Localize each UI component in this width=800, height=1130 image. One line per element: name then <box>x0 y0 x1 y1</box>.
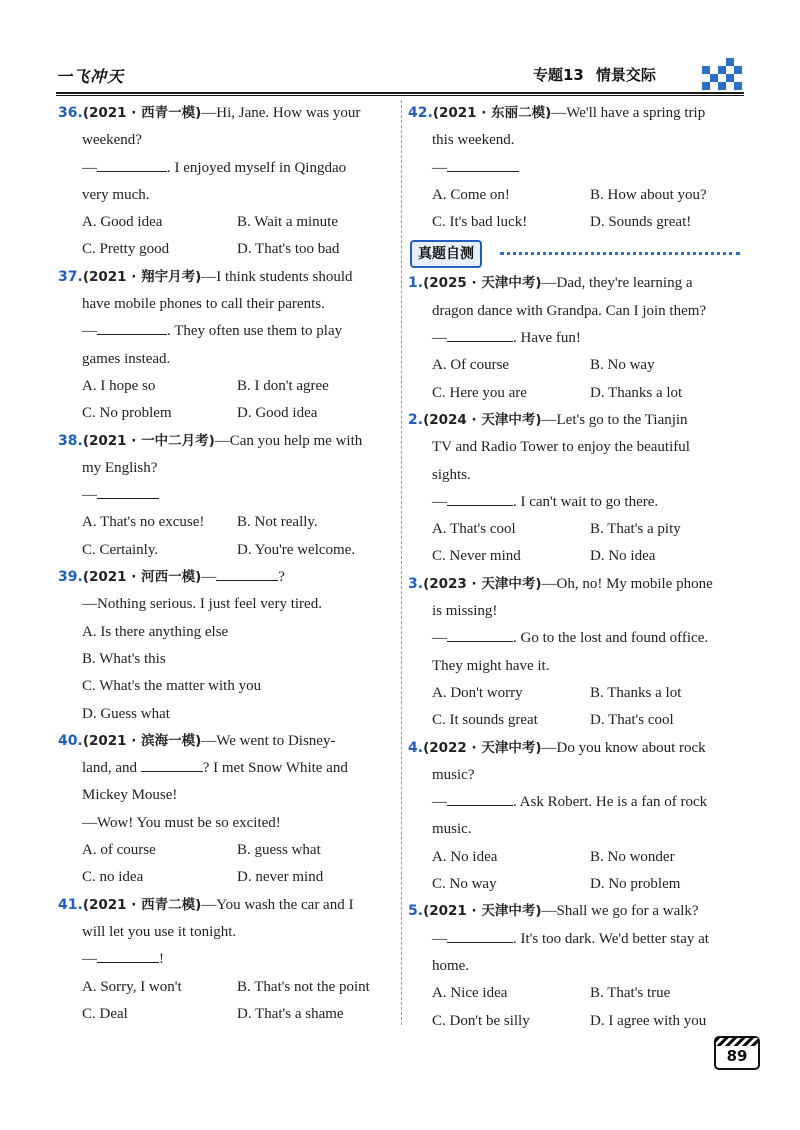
question-number: 1. <box>408 275 424 292</box>
option-c: C. Don't be silly <box>432 1012 530 1029</box>
answer-blank <box>97 155 167 172</box>
page-number-stripes <box>716 1038 758 1046</box>
option-a: A. Don't worry <box>432 684 523 701</box>
question-text: very much. <box>82 186 150 203</box>
option-d: D. Guess what <box>82 705 170 722</box>
option-d: D. That's cool <box>590 712 674 729</box>
option-c: C. Pretty good <box>82 241 170 258</box>
topic-name: 情景交际 <box>595 66 656 84</box>
option-d: D. That's a shame <box>237 1005 344 1022</box>
option-a: A. Good idea <box>82 214 163 231</box>
option-b: B. No wonder <box>590 848 675 865</box>
question-1 <box>408 270 744 406</box>
option-c: C. No way <box>432 876 497 893</box>
reply-line: — . I enjoyed myself in Qingdao <box>58 155 396 182</box>
option-row <box>58 974 396 1001</box>
option-row <box>408 1008 744 1035</box>
answer-blank <box>97 318 167 335</box>
option-b: B. Wait a minute <box>237 214 339 231</box>
right-column <box>408 100 744 1035</box>
question-prompt: —We'll have a spring trip <box>551 105 706 121</box>
question-text: TV and Radio Tower to enjoy the beautiful <box>432 439 690 456</box>
option-b: B. I don't agree <box>237 377 329 394</box>
reply-line: — <box>58 482 396 509</box>
question-39: 39.(2021 · 河西一模)— ? —Nothing serious. I just feel very tired. A. Is there anything else B. What's this C. What's the matter with you D. Guess what <box>58 564 396 728</box>
question-source: (2021 · 翔宇月考) <box>82 268 202 285</box>
section-dotted-rule <box>500 252 740 255</box>
question-text: will let you use it tonight. <box>82 923 237 940</box>
option-c: C. Deal <box>82 1005 128 1022</box>
option-row <box>58 837 396 864</box>
question-source: (2021 · 一中二月考) <box>82 432 215 449</box>
option-a: A. Is there anything else <box>82 623 229 640</box>
option-a: A. Come on! <box>432 186 510 203</box>
question-38 <box>58 428 396 564</box>
question-text: this weekend. <box>432 132 515 149</box>
question-40 <box>58 728 396 892</box>
option-b: B. That's true <box>590 985 671 1002</box>
answer-blank <box>447 926 513 943</box>
option-a: A. That's cool <box>432 521 516 538</box>
question-source: (2021 · 西青一模) <box>82 105 202 121</box>
option-b: B. That's not the point <box>237 978 370 995</box>
reply-line: — . I can't wait to go there. <box>408 489 744 516</box>
question-text: dragon dance with Grandpa. Can I join them? <box>432 302 707 319</box>
question-source: (2021 · 东丽二模) <box>432 105 552 121</box>
question-text: music. <box>432 821 472 838</box>
question-text: weekend? <box>82 132 142 149</box>
question-source: (2021 · 天津中考) <box>423 903 542 920</box>
header-checker-decoration <box>702 56 744 92</box>
reply-line: — . Go to the lost and found office. <box>408 625 744 652</box>
question-41 <box>58 892 396 1028</box>
option-row <box>408 209 744 236</box>
option-a: A. That's no excuse! <box>82 514 205 531</box>
reply-line: — ! <box>58 946 396 973</box>
option-d: D. I agree with you <box>590 1012 707 1029</box>
question-prompt: — <box>201 569 217 586</box>
option-d: D. No idea <box>590 548 656 565</box>
topic-title <box>533 64 668 85</box>
answer-blank <box>447 625 513 642</box>
question-number: 38. <box>58 432 83 449</box>
option-row <box>408 182 744 209</box>
question-text: —Wow! You must be so excited! <box>82 814 281 831</box>
question-37 <box>58 264 396 428</box>
answer-blank <box>141 755 203 772</box>
answer-blank <box>97 946 159 963</box>
option-b: B. No way <box>590 357 655 374</box>
reply-line: — . It's too dark. We'd better stay at <box>408 926 744 953</box>
option-d: D. Sounds great! <box>590 214 692 231</box>
option-b: B. Thanks a lot <box>590 684 682 701</box>
question-prompt: —You wash the car and I <box>201 896 354 913</box>
reply-line: — . Ask Robert. He is a fan of rock <box>408 789 744 816</box>
reply-line: — . Have fun! <box>408 325 744 352</box>
option-d: D. That's too bad <box>237 241 340 258</box>
answer-blank <box>97 482 159 499</box>
option-row <box>58 864 396 891</box>
page-number: 89 <box>726 1047 748 1065</box>
option-c: C. What's the matter with you <box>82 678 262 695</box>
question-text: home. <box>432 957 470 974</box>
question-prompt: —Oh, no! My mobile phone <box>541 575 713 592</box>
question-prompt: —Can you help me with <box>214 432 363 449</box>
option-row <box>408 707 744 734</box>
question-text: —Nothing serious. I just feel very tired. <box>82 596 322 613</box>
option-c: C. Never mind <box>432 548 521 565</box>
question-number: 40. <box>58 732 83 749</box>
option-c: C. No problem <box>82 405 172 422</box>
option-d: D. You're welcome. <box>237 541 356 558</box>
option-row <box>58 209 396 236</box>
option-c: C. no idea <box>82 869 144 886</box>
question-text: Mickey Mouse! <box>82 787 178 804</box>
reply-line: — <box>408 155 744 182</box>
topic-number: 专题13 <box>533 66 584 84</box>
question-prompt: —Let's go to the Tianjin <box>541 411 688 428</box>
question-source: (2021 · 河西一模) <box>82 569 202 586</box>
header-rule-thin <box>56 95 744 96</box>
question-source: (2022 · 天津中考) <box>423 739 542 756</box>
option-a: A. Sorry, I won't <box>82 978 182 995</box>
question-text: have mobile phones to call their parents. <box>82 296 325 313</box>
question-text: is missing! <box>432 603 498 620</box>
option-b: B. That's a pity <box>590 521 681 538</box>
question-prompt: —Shall we go for a walk? <box>541 903 699 920</box>
option-c: C. It's bad luck! <box>432 214 528 231</box>
option-a: A. of course <box>82 842 156 859</box>
question-4 <box>408 735 744 899</box>
question-text: my English? <box>82 459 158 476</box>
option-row <box>58 1001 396 1028</box>
option-c: C. Here you are <box>432 384 527 401</box>
option-d: D. never mind <box>237 869 324 886</box>
option-row <box>408 871 744 898</box>
question-prompt: —Hi, Jane. How was your <box>201 105 361 121</box>
question-number: 37. <box>58 268 83 285</box>
option-row <box>408 543 744 570</box>
option-a: A. No idea <box>432 848 498 865</box>
option-b: B. How about you? <box>590 186 707 203</box>
option-row <box>408 680 744 707</box>
option-row <box>58 236 396 263</box>
question-text: music? <box>432 766 475 783</box>
question-source: (2023 · 天津中考) <box>423 575 542 592</box>
question-prompt: —I think students should <box>201 268 353 285</box>
question-prompt: —We went to Disney- <box>201 732 336 749</box>
question-prompt: —Dad, they're learning a <box>541 275 693 292</box>
question-36 <box>58 100 396 264</box>
question-number: 5. <box>408 903 424 920</box>
brand-logo: 一飞冲天 <box>56 67 125 86</box>
page-number-badge <box>714 1036 760 1070</box>
option-row <box>408 980 744 1007</box>
section-header <box>408 238 744 270</box>
option-c: C. Certainly. <box>82 541 159 558</box>
option-row <box>58 509 396 536</box>
reply-line: — . They often use them to play <box>58 318 396 345</box>
option-row <box>58 537 396 564</box>
option-b: B. guess what <box>237 842 321 859</box>
option-a: A. Nice idea <box>432 985 508 1002</box>
question-source: (2021 · 滨海一模) <box>82 732 202 749</box>
question-number: 39. <box>58 569 83 586</box>
question-text: games instead. <box>82 350 171 367</box>
question-number: 42. <box>408 105 433 121</box>
question-text: They might have it. <box>432 657 550 674</box>
question-text: sights. <box>432 466 471 483</box>
question-source: (2024 · 天津中考) <box>423 411 542 428</box>
column-divider <box>401 100 402 1025</box>
option-b: B. Not really. <box>237 514 318 531</box>
question-number: 4. <box>408 739 424 756</box>
question-prompt: —Do you know about rock <box>541 739 706 756</box>
option-c: C. It sounds great <box>432 712 538 729</box>
question-5 <box>408 898 744 1034</box>
option-row <box>408 516 744 543</box>
header-rule <box>56 92 744 94</box>
option-a: A. I hope so <box>82 377 156 394</box>
answer-blank <box>447 325 513 342</box>
option-b: B. What's this <box>82 650 166 667</box>
answer-blank <box>447 489 513 506</box>
question-number: 2. <box>408 411 424 428</box>
option-d: D. Good idea <box>237 405 318 422</box>
question-source: (2025 · 天津中考) <box>423 275 542 292</box>
question-42 <box>408 100 744 236</box>
option-a: A. Of course <box>432 357 510 374</box>
left-column <box>58 100 396 1028</box>
option-row <box>58 400 396 427</box>
question-3 <box>408 571 744 735</box>
answer-blank <box>216 564 278 581</box>
answer-blank <box>447 155 519 172</box>
question-number: 3. <box>408 575 424 592</box>
option-d: D. No problem <box>590 876 681 893</box>
question-source: (2021 · 西青二模) <box>82 896 202 913</box>
option-row <box>408 352 744 379</box>
option-row <box>408 380 744 407</box>
question-2 <box>408 407 744 571</box>
option-d: D. Thanks a lot <box>590 384 683 401</box>
question-text: land, and ? I met Snow White and <box>58 755 396 782</box>
section-title: 真题自测 <box>410 240 482 268</box>
question-number: 36. <box>58 105 83 121</box>
option-row <box>408 844 744 871</box>
option-row <box>58 373 396 400</box>
answer-blank <box>447 789 513 806</box>
question-number: 41. <box>58 896 83 913</box>
